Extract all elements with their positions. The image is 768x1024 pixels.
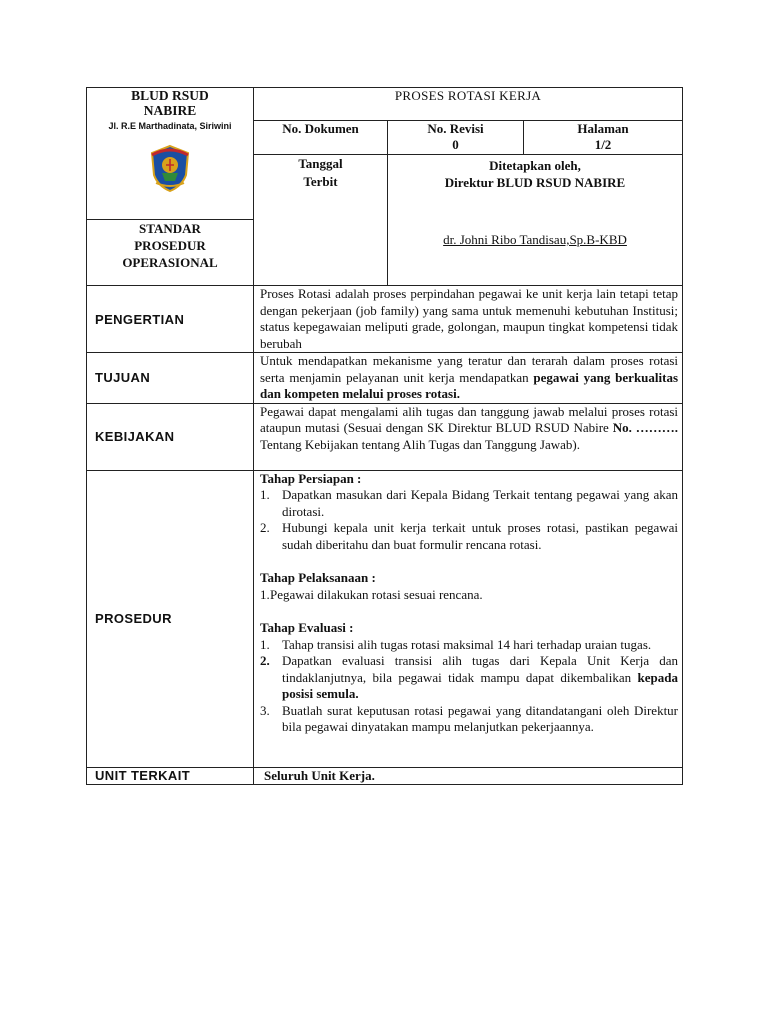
tujuan-text: Untuk mendapatkan mekanisme yang teratur dan terarah dalam proses rotasi serta menjamin pelayanan unit kerja mendapatkan — [260, 353, 679, 385]
spacer — [260, 553, 678, 570]
kebijakan-sk-number: No. ………. — [612, 420, 679, 435]
kebijakan-content — [254, 403, 683, 470]
no-dokumen-label: No. Dokumen — [282, 121, 359, 136]
document-title: PROSES ROTASI KERJA — [254, 88, 683, 121]
tujuan-text-bold: pegawai yang berkualitas dan kompeten melalui proses rotasi. — [260, 369, 679, 401]
pelaksanaan-list — [260, 587, 678, 604]
ditetapkan-line1: Ditetapkan oleh, — [489, 158, 581, 173]
ditetapkan-cell — [388, 155, 683, 286]
sop-title: STANDAR PROSEDUR OPERASIONAL — [122, 221, 218, 270]
halaman-cell — [524, 121, 683, 155]
prosedur-label: PROSEDUR — [87, 470, 254, 767]
list-item: 2. Hubungi kepala unit kerja terkait untuk proses rotasi, pastikan pegawai sudah diberitahu dan buat formulir rencana rotasi. — [260, 520, 679, 552]
tanggal-terbit-cell — [254, 155, 388, 286]
nabire-emblem-icon — [148, 143, 192, 193]
no-revisi-label: No. Revisi — [427, 121, 484, 136]
pengertian-text: Proses Rotasi adalah proses perpindahan pegawai ke unit kerja lain tetapi tetap dengan pekerjaan (job family) yang sama untuk memenuhi kebutuhan Institusi; status kepegawaian meliputi grade, golongan, maupun tingkat kompetensi tidak berubah — [260, 286, 679, 351]
list-item: 1. Pegawai dilakukan rotasi sesuai rencana. — [260, 586, 483, 602]
halaman-label: Halaman — [577, 121, 629, 136]
persiapan-list — [260, 487, 678, 553]
no-dokumen-cell — [254, 121, 388, 155]
list-item: 3. Buatlah surat keputusan rotasi pegawai yang ditandatangani oleh Direktur bila pegawai dinyatakan mampu melanjutkan pekerjaannya. — [260, 702, 679, 734]
signer-name: dr. Johni Ribo Tandisau,Sp.B-KBD — [443, 232, 627, 247]
no-revisi-value: 0 — [452, 137, 459, 152]
kebijakan-text: Pegawai dapat mengalami alih tugas dan tanggung jawab melalui proses rotasi ataupun mutasi (Sesuai dengan SK Direktur BLUD RSUD Nabire — [260, 403, 679, 435]
list-item: 1. Dapatkan masukan dari Kepala Bidang Terkait tentang pegawai yang akan dirotasi. — [260, 487, 679, 519]
ditetapkan-line2: Direktur BLUD RSUD NABIRE — [444, 175, 626, 190]
org-address: Jl. R.E Marthadinata, Siriwini — [108, 121, 232, 131]
evaluasi-heading: Tahap Evaluasi : — [260, 620, 354, 635]
pengertian-content — [254, 286, 683, 353]
list-item: 2. Dapatkan evaluasi transisi alih tugas dari Kepala Unit Kerja dan tindaklanjutnya, bila pegawai tidak mampu dapat dikembalikan kepada posisi semula. — [260, 653, 679, 701]
list-item: 1. Tahap transisi alih tugas rotasi maksimal 14 hari terhadap uraian tugas. — [260, 636, 652, 652]
unit-terkait-label: UNIT TERKAIT — [87, 767, 254, 784]
sop-document-table — [86, 87, 683, 785]
evaluasi-list — [260, 637, 678, 736]
org-header-cell — [87, 88, 254, 220]
pengertian-label: PENGERTIAN — [87, 286, 254, 353]
tanggal-terbit-label: Tanggal Terbit — [298, 156, 343, 189]
sop-title-cell — [87, 220, 254, 286]
kebijakan-label: KEBIJAKAN — [87, 403, 254, 470]
pelaksanaan-heading: Tahap Pelaksanaan : — [260, 570, 376, 585]
persiapan-heading: Tahap Persiapan : — [260, 470, 362, 486]
kebijakan-text-post: Tentang Kebijakan tentang Alih Tugas dan Tanggung Jawab). — [260, 436, 580, 452]
no-revisi-cell — [388, 121, 524, 155]
prosedur-content — [254, 470, 683, 767]
unit-terkait-value: Seluruh Unit Kerja. — [254, 767, 683, 784]
halaman-value: 1/2 — [594, 137, 612, 152]
org-name: BLUD RSUD NABIRE — [131, 88, 209, 118]
tujuan-content — [254, 353, 683, 404]
spacer — [260, 603, 678, 620]
tujuan-label: TUJUAN — [87, 353, 254, 404]
